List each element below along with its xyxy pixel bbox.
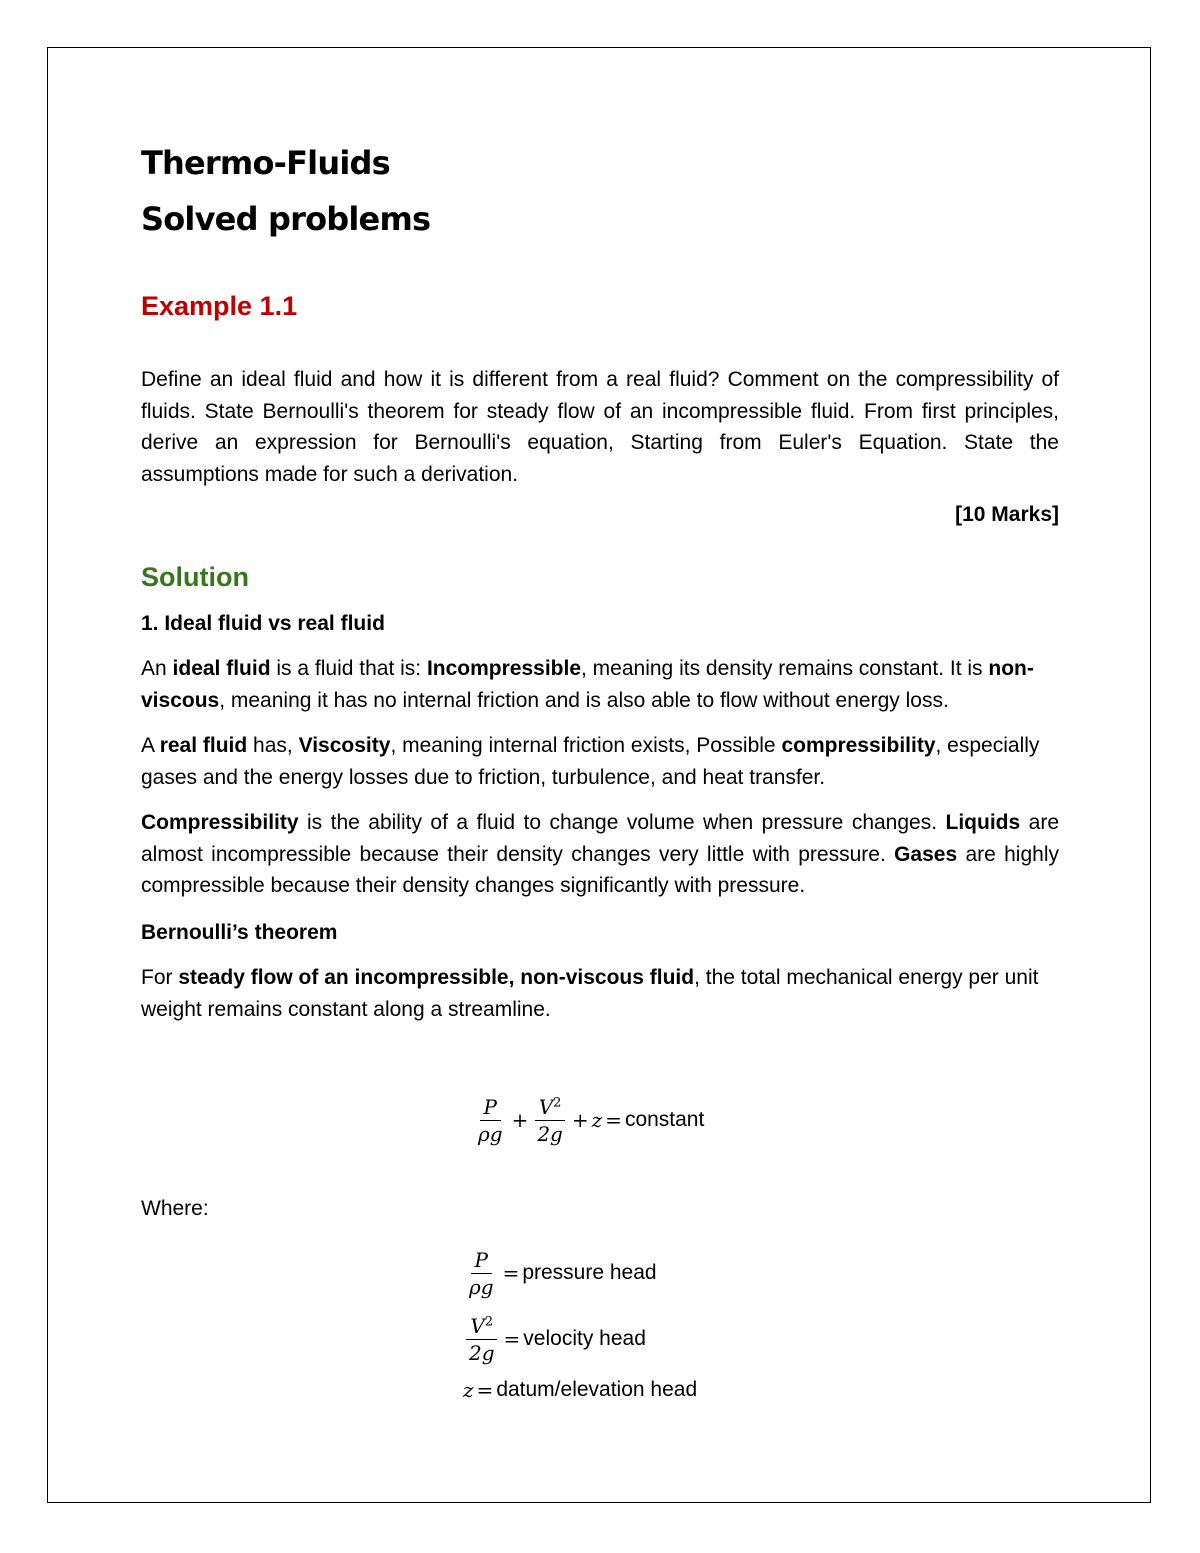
velocity-head-definition: $\frac{V^2}{2g}$ = velocity head <box>463 1306 697 1372</box>
bernoulli-heading: Bernoulli’s theorem <box>141 920 338 944</box>
elevation-head-definition: z = datum/elevation head <box>463 1378 698 1402</box>
compressibility-paragraph: Compressibility is the ability of a fluid to change volume when pressure changes. Liquids are almost incompressible because their density changes very little with pressure. Gases are highly compressible because their density changes significantly with pressure. <box>141 811 1059 897</box>
document-body <box>141 140 1059 1025</box>
marks-label: [10 Marks] <box>955 503 1059 526</box>
example-heading: Example 1.1 <box>141 291 298 321</box>
bernoulli-equation: $\frac{P}{\rho g}$ + $\frac{V^2}{2g}$ + z = constant <box>472 1085 704 1155</box>
ideal-fluid-paragraph: An ideal fluid is a fluid that is: Incompressible, meaning its density remains constant. It is non-viscous, meaning it has no internal friction and is also able to flow without energy loss. <box>141 657 1034 712</box>
real-fluid-paragraph: A real fluid has, Viscosity, meaning internal friction exists, Possible compressibility, especially gases and the energy losses due to friction, turbulence, and heat transfer. <box>141 734 1040 789</box>
solution-heading: Solution <box>141 561 249 592</box>
velocity-fraction: $\frac{V^2}{2g}$ <box>533 1094 567 1147</box>
constant-label: constant <box>624 1108 705 1131</box>
bernoulli-paragraph: For steady flow of an incompressible, non-viscous fluid, the total mechanical energy per unit weight remains constant along a streamline. <box>141 966 1039 1021</box>
head-definitions <box>463 1240 697 1408</box>
section-heading-ideal-vs-real: 1. Ideal fluid vs real fluid <box>141 611 385 635</box>
question-text: Define an ideal fluid and how it is different from a real fluid? Comment on the compressibility of fluids. State Bernoulli's theorem for steady flow of an incompressible fluid. From first principles, derive an expression for Bernoulli's equation, Starting from Euler's Equation. State the assumptions made for such a derivation. <box>141 368 1059 486</box>
pressure-head-definition: $\frac{P}{\rho g}$ = pressure head <box>469 1247 657 1299</box>
pressure-fraction: $\frac{P}{\rho g}$ <box>478 1094 503 1146</box>
document-subtitle: Solved problems <box>141 200 431 238</box>
document-title: Thermo-Fluids <box>141 144 390 182</box>
where-label: Where: <box>141 1197 209 1220</box>
